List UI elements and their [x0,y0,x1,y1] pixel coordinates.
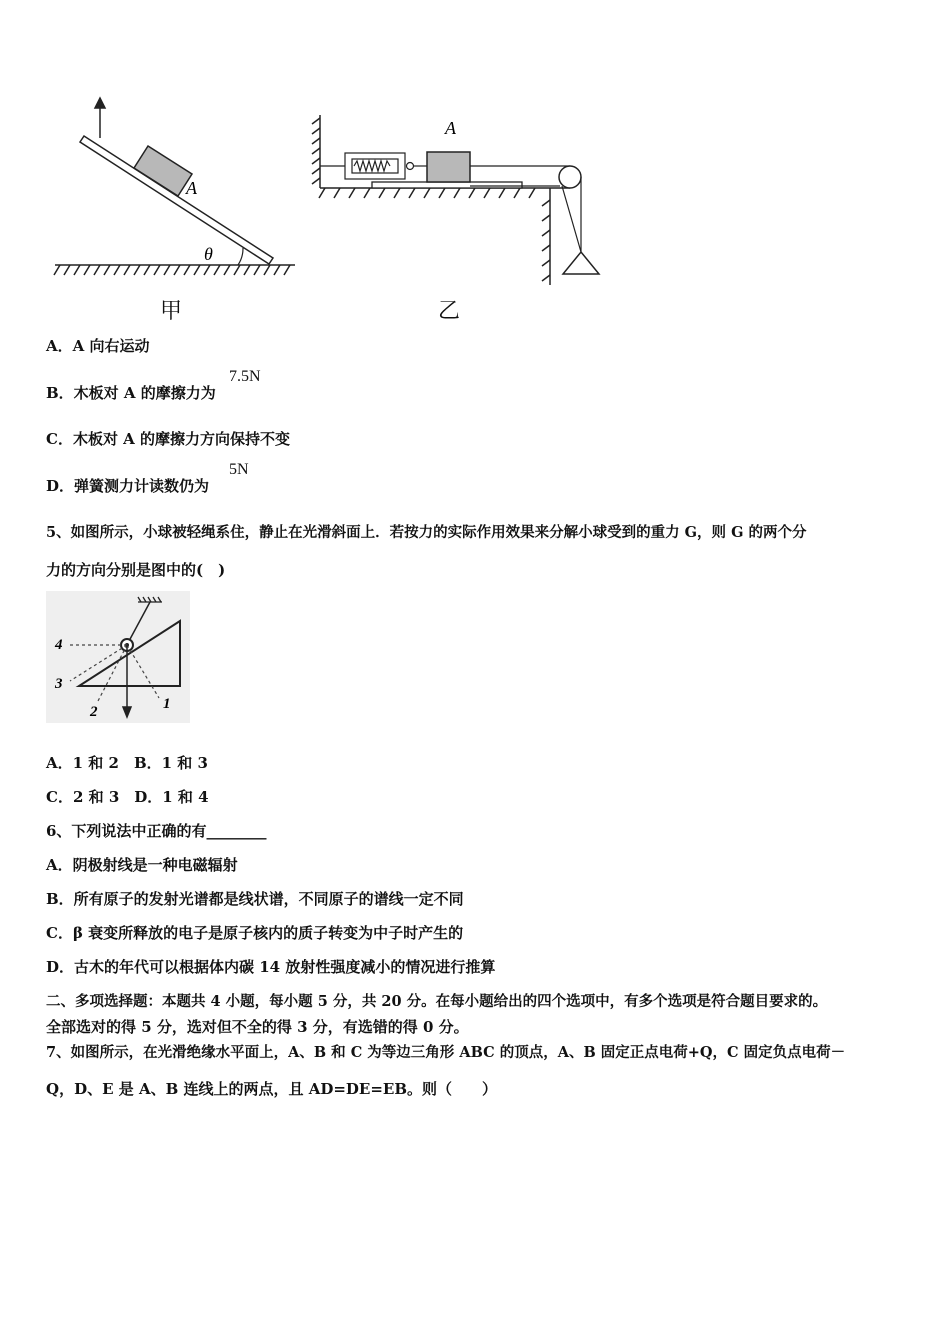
direction-label-2: 2 [90,704,98,720]
q6-option-c: C．β 衰变所释放的电子是原子核内的质子转变为中子时产生的 [46,924,464,942]
figure-ball-on-incline [46,591,190,723]
yi-table [319,188,570,285]
q4-option-d-value: 5N [229,461,249,478]
angle-arc [238,248,243,265]
figure-incline-and-spring [40,90,620,290]
direction-label-3: 3 [55,676,63,692]
q4-option-c: C．木板对 A 的摩擦力方向保持不变 [46,430,291,448]
incline-board [80,136,273,264]
figure-label-jia: 甲 [160,298,183,323]
q4-option-b-value: 7.5N [229,368,261,385]
q6-option-b: B．所有原子的发射光谱都是线状谱，不同原子的谱线一定不同 [46,890,464,908]
yi-left-wall [312,115,320,188]
q4-option-a: A．A 向右运动 [46,337,150,355]
angle-label: θ [204,244,213,264]
spring-balance [320,153,427,179]
direction-label-4: 4 [55,637,63,653]
jia-ground [54,265,295,275]
q4-option-b: B．木板对 A 的摩擦力为 [46,384,216,402]
up-arrow-icon [95,98,105,138]
q5-options-line2: C．2 和 3 D．1 和 4 [46,788,209,806]
direction-label-1: 1 [163,696,171,712]
block-a-table [427,152,470,182]
q5-stem-line2: 力的方向分别是图中的( ) [46,561,226,579]
q7-line1: 7、如图所示，在光滑绝缘水平面上，A、B 和 C 为等边三角形 ABC 的顶点，A、B 固定正点电荷+Q，C 固定负点电荷－ [46,1044,846,1061]
section2-heading-line2: 全部选对的得 5 分，选对但不全的得 3 分，有选错的得 0 分。 [46,1018,469,1036]
block-label-right: A [445,118,456,138]
pulley [559,166,581,188]
q5-options-line1: A．1 和 2 B．1 和 3 [46,754,208,772]
q6-stem: 6、下列说法中正确的有________ [46,822,267,840]
q7-line2: Q，D、E 是 A、B 连线上的两点，且 AD=DE=EB。则（ ） [46,1080,498,1098]
section2-heading-line1: 二、多项选择题：本题共 4 小题，每小题 5 分，共 20 分。在每小题给出的四个选项中，有多个选项是符合题目要求的。 [46,993,828,1010]
q4-option-d: D．弹簧测力计读数仍为 [46,477,210,495]
q6-option-a: A．阴极射线是一种电磁辐射 [46,856,238,874]
block-label-left: A [186,178,197,198]
hanging-weight [563,252,599,274]
yi-board [372,182,522,188]
q6-option-d: D．古木的年代可以根据体内碳 14 放射性强度减小的情况进行推算 [46,958,496,976]
figure-label-yi: 乙 [438,298,461,323]
q5-stem-line1: 5、如图所示，小球被轻绳系住，静止在光滑斜面上．若按力的实际作用效果来分解小球受到的重力 G，则 G 的两个分 [46,524,807,541]
